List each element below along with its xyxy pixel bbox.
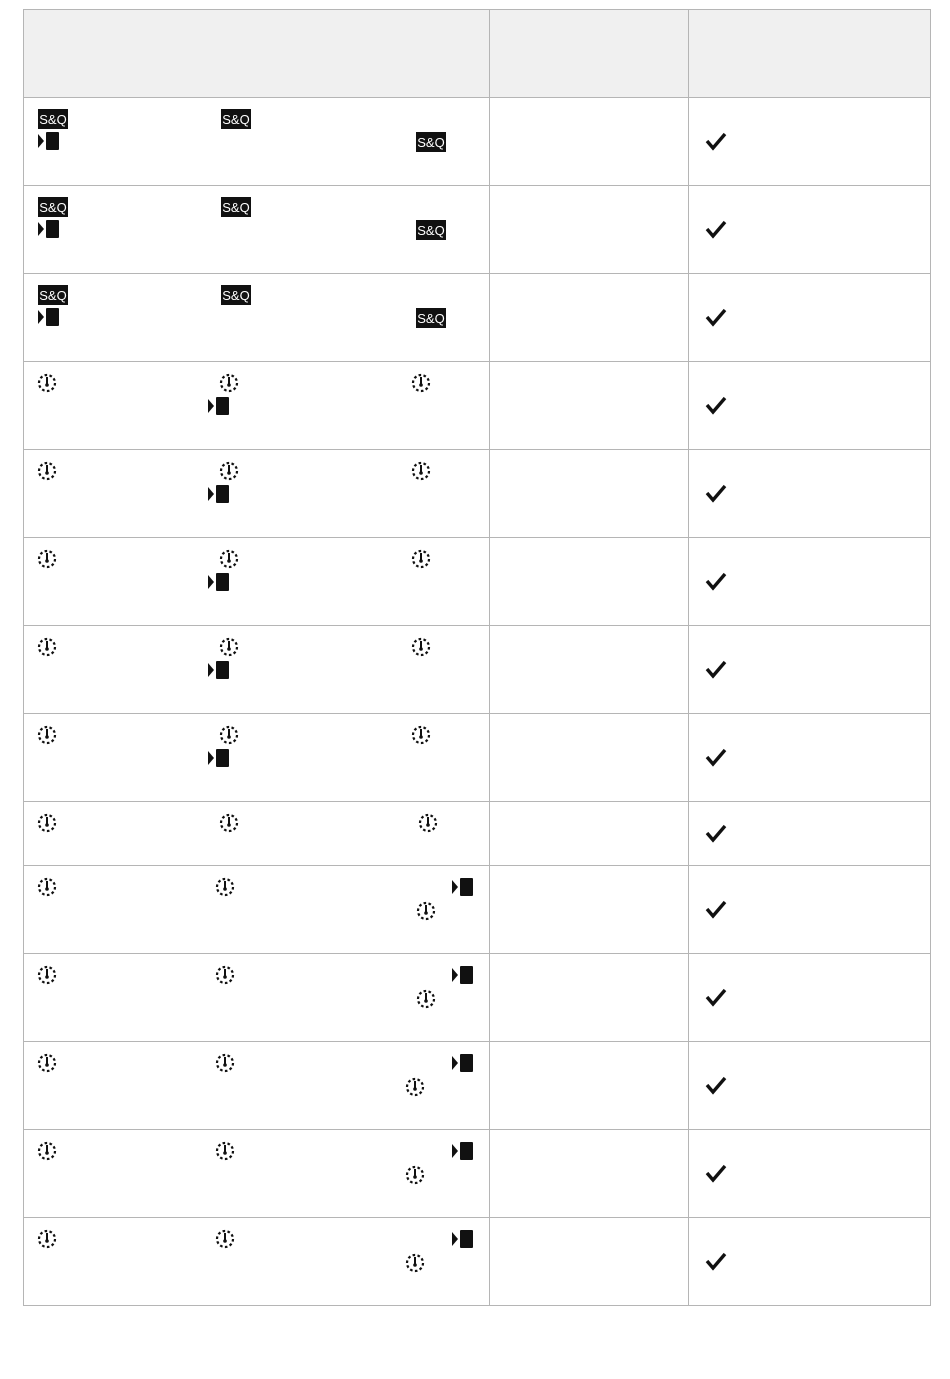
svg-text:S&Q: S&Q (39, 112, 67, 127)
setting-icons-cell (24, 362, 490, 450)
table-row (24, 98, 931, 186)
setting-icons-cell (24, 1130, 490, 1218)
value-cell (490, 1130, 689, 1218)
checkmark-icon (705, 1075, 727, 1095)
table-row (24, 714, 931, 802)
setting-icons-cell (24, 274, 490, 362)
interval-timer-icon (37, 725, 57, 745)
availability-cell (689, 802, 931, 866)
interval-timer-icon (37, 373, 57, 393)
svg-text:S&Q: S&Q (39, 288, 67, 303)
interval-timer-icon (405, 1253, 425, 1273)
movie-record-icon (38, 131, 60, 151)
checkmark-icon (705, 483, 727, 503)
interval-timer-icon (37, 1229, 57, 1249)
interval-timer-icon (411, 461, 431, 481)
checkmark-icon (705, 747, 727, 767)
setting-icons-cell (24, 866, 490, 954)
value-cell (490, 1218, 689, 1306)
slow-and-quick-badge-icon (416, 308, 446, 328)
interval-timer-icon (215, 877, 235, 897)
svg-text:S&Q: S&Q (39, 200, 67, 215)
table-row (24, 362, 931, 450)
slow-and-quick-badge-icon (221, 109, 251, 129)
table-row (24, 1130, 931, 1218)
interval-timer-icon (219, 549, 239, 569)
movie-record-icon (38, 307, 60, 327)
table-row (24, 626, 931, 714)
header-cell-1 (24, 10, 490, 98)
value-cell (490, 362, 689, 450)
movie-record-icon (452, 1229, 474, 1249)
availability-cell (689, 98, 931, 186)
table-row (24, 802, 931, 866)
interval-timer-icon (37, 1141, 57, 1161)
availability-cell (689, 866, 931, 954)
slow-and-quick-badge-icon (416, 220, 446, 240)
setting-icons-cell (24, 1218, 490, 1306)
checkmark-icon (705, 395, 727, 415)
table-header-row (24, 10, 931, 98)
header-cell-2 (490, 10, 689, 98)
availability-cell (689, 450, 931, 538)
interval-timer-icon (215, 1053, 235, 1073)
svg-text:S&Q: S&Q (417, 223, 445, 238)
svg-text:S&Q: S&Q (222, 288, 250, 303)
table-row (24, 450, 931, 538)
slow-and-quick-badge-icon (416, 132, 446, 152)
interval-timer-icon (37, 461, 57, 481)
movie-record-icon (208, 484, 230, 504)
availability-cell (689, 274, 931, 362)
setting-icons-cell (24, 98, 490, 186)
value-cell (490, 714, 689, 802)
interval-timer-icon (418, 813, 438, 833)
availability-cell (689, 538, 931, 626)
value-cell (490, 802, 689, 866)
value-cell (490, 538, 689, 626)
checkmark-icon (705, 659, 727, 679)
interval-timer-icon (215, 1229, 235, 1249)
availability-cell (689, 954, 931, 1042)
table-row (24, 1218, 931, 1306)
setting-icons-cell (24, 538, 490, 626)
interval-timer-icon (411, 637, 431, 657)
movie-record-icon (452, 877, 474, 897)
slow-and-quick-badge-icon (38, 197, 68, 217)
interval-timer-icon (219, 461, 239, 481)
interval-timer-icon (416, 989, 436, 1009)
availability-cell (689, 186, 931, 274)
movie-record-icon (38, 219, 60, 239)
svg-text:S&Q: S&Q (222, 112, 250, 127)
table-row (24, 274, 931, 362)
movie-record-icon (208, 572, 230, 592)
interval-timer-icon (416, 901, 436, 921)
setting-icons-cell (24, 714, 490, 802)
compatibility-table (23, 9, 931, 1306)
setting-icons-cell (24, 1042, 490, 1130)
svg-text:S&Q: S&Q (417, 311, 445, 326)
setting-icons-cell (24, 626, 490, 714)
availability-cell (689, 1218, 931, 1306)
interval-timer-icon (37, 637, 57, 657)
value-cell (490, 626, 689, 714)
interval-timer-icon (215, 1141, 235, 1161)
interval-timer-icon (219, 813, 239, 833)
svg-text:S&Q: S&Q (417, 135, 445, 150)
slow-and-quick-badge-icon (221, 197, 251, 217)
value-cell (490, 274, 689, 362)
setting-icons-cell (24, 954, 490, 1042)
movie-record-icon (452, 965, 474, 985)
interval-timer-icon (215, 965, 235, 985)
slow-and-quick-badge-icon (38, 109, 68, 129)
checkmark-icon (705, 899, 727, 919)
table-row (24, 186, 931, 274)
header-cell-3 (689, 10, 931, 98)
slow-and-quick-badge-icon (38, 285, 68, 305)
value-cell (490, 954, 689, 1042)
interval-timer-icon (405, 1165, 425, 1185)
interval-timer-icon (37, 965, 57, 985)
table-row (24, 954, 931, 1042)
availability-cell (689, 1130, 931, 1218)
checkmark-icon (705, 219, 727, 239)
slow-and-quick-badge-icon (221, 285, 251, 305)
movie-record-icon (452, 1053, 474, 1073)
table-row (24, 1042, 931, 1130)
setting-icons-cell (24, 450, 490, 538)
interval-timer-icon (37, 549, 57, 569)
checkmark-icon (705, 823, 727, 843)
value-cell (490, 186, 689, 274)
table-row (24, 538, 931, 626)
checkmark-icon (705, 1163, 727, 1183)
checkmark-icon (705, 1251, 727, 1271)
interval-timer-icon (411, 373, 431, 393)
setting-icons-cell (24, 186, 490, 274)
availability-cell (689, 714, 931, 802)
availability-cell (689, 362, 931, 450)
movie-record-icon (208, 396, 230, 416)
interval-timer-icon (37, 877, 57, 897)
interval-timer-icon (37, 1053, 57, 1073)
availability-cell (689, 1042, 931, 1130)
value-cell (490, 98, 689, 186)
movie-record-icon (452, 1141, 474, 1161)
checkmark-icon (705, 987, 727, 1007)
interval-timer-icon (219, 725, 239, 745)
value-cell (490, 866, 689, 954)
movie-record-icon (208, 660, 230, 680)
svg-text:S&Q: S&Q (222, 200, 250, 215)
availability-cell (689, 626, 931, 714)
interval-timer-icon (411, 549, 431, 569)
checkmark-icon (705, 307, 727, 327)
interval-timer-icon (219, 637, 239, 657)
interval-timer-icon (37, 813, 57, 833)
checkmark-icon (705, 571, 727, 591)
value-cell (490, 1042, 689, 1130)
value-cell (490, 450, 689, 538)
interval-timer-icon (219, 373, 239, 393)
table-row (24, 866, 931, 954)
movie-record-icon (208, 748, 230, 768)
interval-timer-icon (411, 725, 431, 745)
setting-icons-cell (24, 802, 490, 866)
checkmark-icon (705, 131, 727, 151)
interval-timer-icon (405, 1077, 425, 1097)
